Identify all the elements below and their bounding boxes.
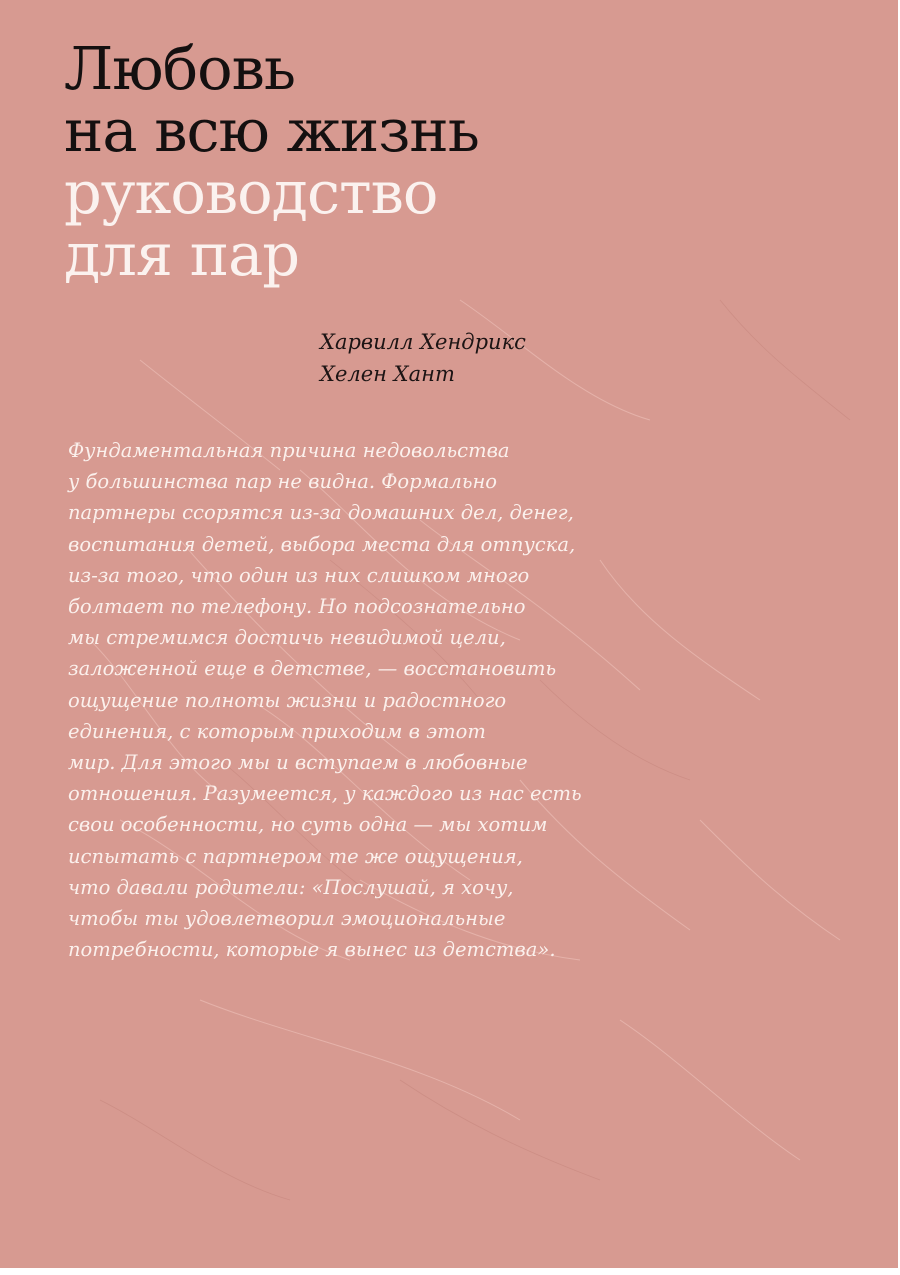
blurb-line: воспитания детей, выбора места для отпуска, xyxy=(68,532,576,556)
cover-title xyxy=(64,34,864,289)
subtitle-line: для пар xyxy=(64,220,300,289)
blurb-line: ощущение полноты жизни и радостного xyxy=(68,688,507,712)
blurb-line: испытать с партнером те же ощущения, xyxy=(68,844,523,868)
blurb-line: мы стремимся достичь невидимой цели, xyxy=(68,626,506,650)
cover-blurb xyxy=(68,435,688,965)
blurb-line: чтобы ты удовлетворил эмоциональные xyxy=(68,907,506,931)
author-list xyxy=(320,326,526,390)
title-line: Любовь xyxy=(64,34,295,103)
blurb-line: у большинства пар не видна. Формально xyxy=(68,470,498,494)
blurb-line: свои особенности, но суть одна — мы хотим xyxy=(68,813,548,837)
blurb-line: отношения. Разумеется, у каждого из нас есть xyxy=(68,782,582,806)
subtitle-line: руководство xyxy=(64,158,438,227)
author-name: Харвилл Хендрикс xyxy=(320,330,526,354)
blurb-line: партнеры ссорятся из-за домашних дел, денег, xyxy=(68,501,574,525)
title-line: на всю жизнь xyxy=(64,96,479,165)
blurb-line: потребности, которые я вынес из детства». xyxy=(68,938,556,962)
blurb-line: что давали родители: «Послушай, я хочу, xyxy=(68,875,514,899)
blurb-line: из-за того, что один из них слишком много xyxy=(68,563,530,587)
blurb-line: Фундаментальная причина недовольства xyxy=(68,439,510,462)
blurb-line: заложенной еще в детстве, — восстановить xyxy=(68,657,557,681)
author-name: Хелен Хант xyxy=(320,362,455,386)
blurb-line: мир. Для этого мы и вступаем в любовные xyxy=(68,751,528,775)
blurb-line: болтает по телефону. Но подсознательно xyxy=(68,595,526,619)
blurb-line: единения, с которым приходим в этот xyxy=(68,719,486,743)
